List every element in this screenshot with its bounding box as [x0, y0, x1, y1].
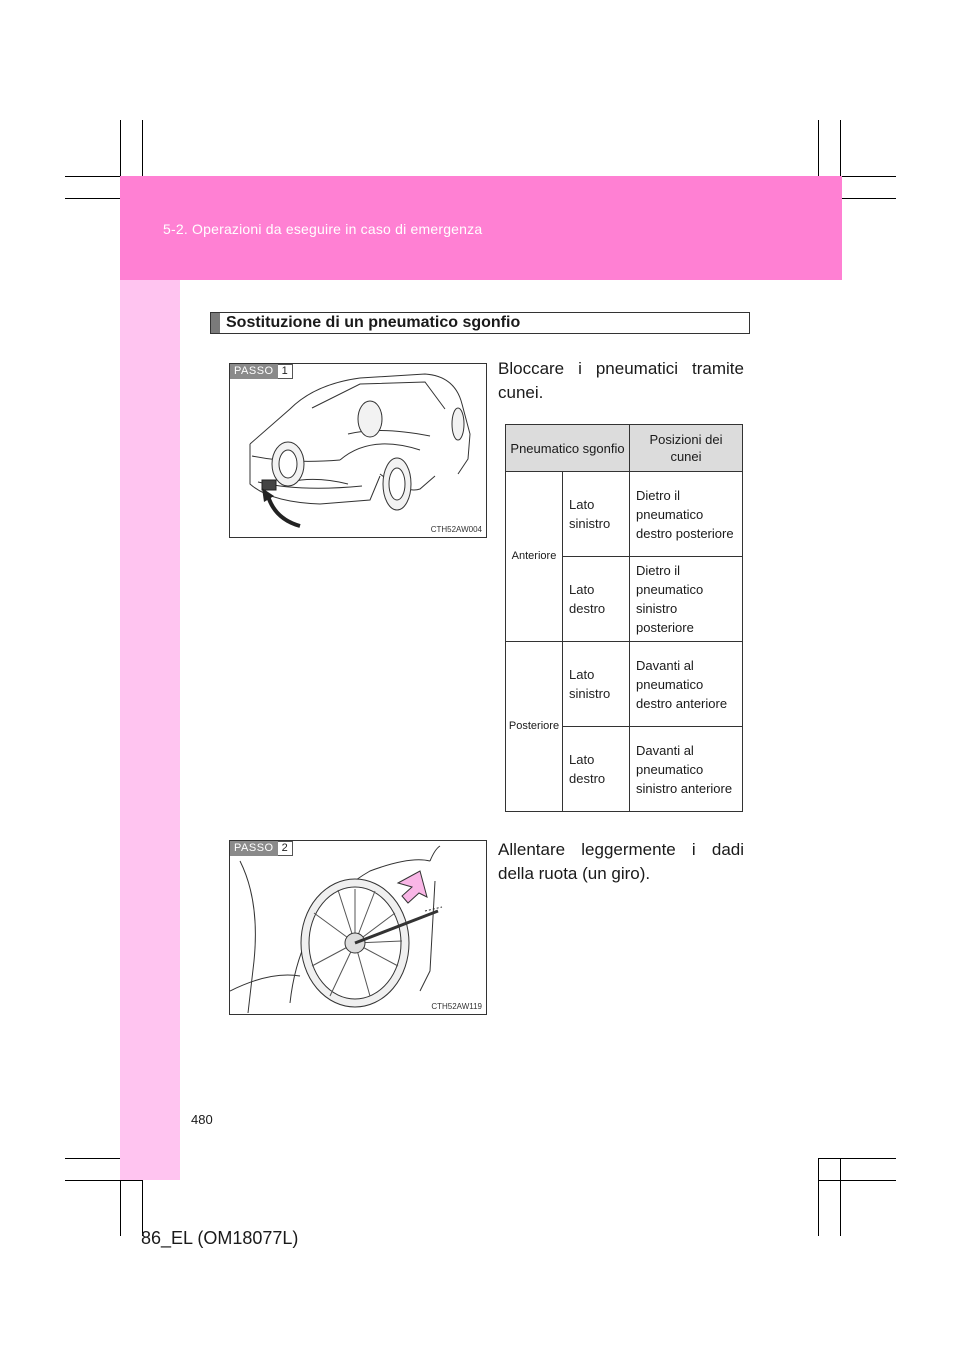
side-label: Lato sinistro	[563, 642, 630, 727]
axle-label: Anteriore	[506, 472, 563, 642]
chock-position: Davanti al pneumatico sinistro anteriore	[630, 727, 743, 812]
side-label: Lato sinistro	[563, 472, 630, 557]
table-row	[506, 472, 743, 557]
section-title: Sostituzione di un pneumatico sgonfio	[226, 314, 521, 331]
sidebar-band	[120, 280, 180, 1180]
step-2-figure	[229, 840, 487, 1015]
crop-mark	[818, 1158, 819, 1236]
table-row	[506, 642, 743, 727]
car-wheel-chock-illustration	[230, 364, 486, 537]
step-label: PASSO	[230, 364, 278, 379]
crop-mark	[818, 1158, 896, 1159]
side-label: Lato destro	[563, 727, 630, 812]
wheel-nut-loosening-illustration	[230, 841, 486, 1014]
axle-label: Posteriore	[506, 642, 563, 812]
chapter-title: 5-2. Operazioni da eseguire in caso di emergenza	[163, 221, 483, 237]
crop-mark	[818, 1180, 896, 1181]
section-heading	[210, 312, 750, 334]
side-label: Lato destro	[563, 557, 630, 642]
chock-position: Davanti al pneumatico destro anteriore	[630, 642, 743, 727]
manual-code: 86_EL (OM18077L)	[141, 1228, 299, 1248]
step-number: 2	[278, 841, 293, 856]
step-1-figure	[229, 363, 487, 538]
chock-position: Dietro il pneumatico sinistro posteriore	[630, 557, 743, 642]
step-label: PASSO	[230, 841, 278, 856]
section-marker	[211, 313, 220, 333]
wheel-chock-table	[505, 424, 743, 812]
step-number: 1	[278, 364, 293, 379]
figure-code: CTH52AW119	[431, 1002, 482, 1011]
step-2-text: Allentare leggermente i dadi della ruota (un giro).	[498, 840, 744, 883]
figure-code: CTH52AW004	[430, 525, 482, 534]
crop-mark	[840, 1158, 841, 1236]
column-header-flat-tire: Pneumatico sgonfio	[506, 425, 630, 472]
column-header-chock-position: Posizioni dei cunei	[630, 425, 743, 472]
step-1-text: Bloccare i pneumatici tramite cunei.	[498, 359, 744, 402]
crop-mark	[65, 1180, 143, 1181]
chock-position: Dietro il pneumatico destro posteriore	[630, 472, 743, 557]
page-number: 480	[191, 1112, 213, 1127]
